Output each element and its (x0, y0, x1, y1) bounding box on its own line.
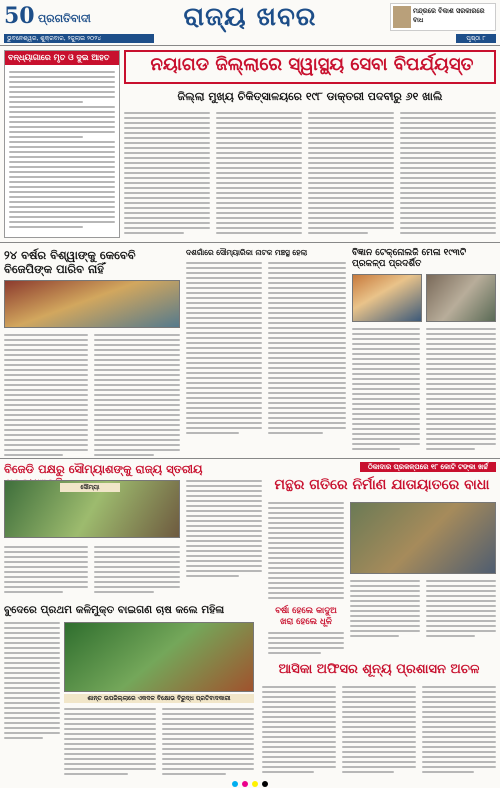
story2-body-col2 (94, 334, 180, 459)
right-story-headline[interactable]: ବିଜ୍ଞାନ ଟେକ୍ନୋଲଜି ମେଳା ୧୯୩ଟି ପ୍ରକଳ୍ପ ପ୍ରଦର୍ଶିତ (352, 248, 467, 269)
teaser-box[interactable] (390, 3, 496, 31)
section-divider-2 (0, 458, 500, 459)
story2-body-col1 (4, 334, 88, 459)
right-body-col2 (426, 328, 496, 453)
middle-body-col2 (268, 262, 346, 437)
bottom-lead-photo (350, 502, 496, 574)
bottom-strip-label: ଠିକାଦାର ପ୍ରକଳ୍ପରେ ୧୮ କୋଟି ଟଙ୍କା ଖର୍ଚ୍ଚ (360, 462, 496, 472)
newspaper-logo[interactable] (4, 3, 104, 33)
section-divider (0, 242, 500, 243)
page-number: ପୃଷ୍ଠା ୮ (456, 34, 496, 43)
middle-story-headline[interactable]: ଦଶଗାଁରେ ସୌମ୍ୟାରିକା ନାଟକ ମଞ୍ଚସ୍ଥ ହେଲା (186, 248, 308, 257)
dateline: ଭୁବନେଶ୍ୱର, ଶୁକ୍ରବାର, ୨ଜୁଲାଇ ୨୦୨୪ (4, 34, 154, 43)
section-title: ରାଜ୍ୟ ଖବର (183, 2, 317, 32)
bottom-lead-body-col1 (268, 502, 344, 602)
lead-body-col3 (308, 112, 394, 237)
bottom-pull-quote: ବର୍ଷା ହେଲେ କାଦୁଅ ଖରା ହେଲେ ଧୂଳି (275, 606, 337, 627)
lead-body-col1 (124, 112, 210, 237)
lead-body-col2 (216, 112, 302, 237)
story4-photo (64, 622, 254, 692)
bottom-lead-body-col1b (268, 632, 344, 657)
left-brief-headline: ବନ୍ଧ୍ୟାଗାରେ ମୃତ ଓ ଦୁଇ ଆହତ (5, 51, 119, 65)
story4-photo-caption: ଶାନ୍ତ ଉପଜିଲ୍ଲାରେ ଏକଦଳ ବିକ୍ଷୋଭ ବିରୁଦ୍ଧ ପ୍ରତିବାଦକାରୀ (64, 694, 254, 703)
bottom-story-body-col2 (342, 686, 416, 776)
lead-headline-banner[interactable] (124, 50, 496, 84)
bottom-lead-headline[interactable]: ମନ୍ଥର ଗତିରେ ନିର୍ମାଣ ଯାତାୟାତରେ ବାଧା (268, 474, 496, 496)
story3-body-col3 (186, 480, 262, 580)
story2-headline[interactable]: ୨୪ ବର୍ଷର ବିଶ୍ୱାଙ୍କୁ କେବେବି ବିଜେପିଙ୍କ ପାରିବ ନାହିଁ (4, 248, 136, 276)
print-registration-marks (120, 781, 380, 787)
story3-photo-banner: ସୌମ୍ୟା (60, 483, 120, 492)
teaser-thumbnail (393, 6, 411, 28)
story2-photo (4, 280, 180, 328)
right-story-photo-1 (352, 274, 422, 322)
logo-anniversary-number: 50 (4, 3, 35, 29)
story3-body-col2 (94, 546, 180, 596)
masthead (0, 0, 500, 46)
bottom-story-body-col3 (422, 686, 496, 776)
bottom-lead-body-col3 (426, 580, 496, 640)
lead-body-col4 (400, 112, 496, 237)
story3-body-col1 (4, 546, 88, 596)
story3-headline[interactable]: ବିଜେଡି ପକ୍ଷରୁ ସୌମ୍ୟାଶଙ୍କୁ ରାଜ୍ୟ ସ୍ତରୀୟ (4, 462, 203, 476)
right-body-col1 (352, 328, 420, 453)
lead-subheadline: ଜିଲ୍ଲା ମୁଖ୍ୟ ଚିକିତ୍ସାଳୟରେ ୧୯୮ ଡାକ୍ତରୀ ପଦବୀରୁ ୬୧ ଖାଲି (177, 90, 443, 103)
left-brief-body (9, 71, 115, 231)
story4-body-col2 (64, 708, 156, 778)
teaser-text: ମନ୍ଦ୍ରରେ ବିକାଶ ସରକାରରେ ବାଧ (413, 7, 485, 24)
middle-body-col1 (186, 262, 262, 437)
bottom-story-headline[interactable]: ଆସିକା ଅଫିସର ଶୂନ୍ୟ ପ୍ରଶାସନ ଅଚଳ (262, 660, 496, 680)
story4-headline[interactable]: ବୁଦେରେ ପ୍ରଥମ କଳିମୁକ୍ତ ବାଇଗଣ ଚାଷ କଲେ ମହିଳା (4, 604, 225, 616)
lead-headline: ନୟାଗଡ ଜିଲ୍ଲାରେ ସ୍ୱାସ୍ଥ୍ୟ ସେବା ବିପର୍ଯ୍ୟସ୍ତ (150, 54, 474, 75)
story4-body-col1 (4, 622, 60, 742)
bottom-story-body-col1 (262, 686, 336, 776)
bottom-lead-body-col2 (350, 580, 420, 640)
story4-body-col3 (162, 708, 254, 778)
newspaper-name: ପ୍ରଗତିବାଦୀ (38, 12, 91, 25)
left-brief-box (4, 50, 120, 238)
right-story-photo-2 (426, 274, 496, 322)
